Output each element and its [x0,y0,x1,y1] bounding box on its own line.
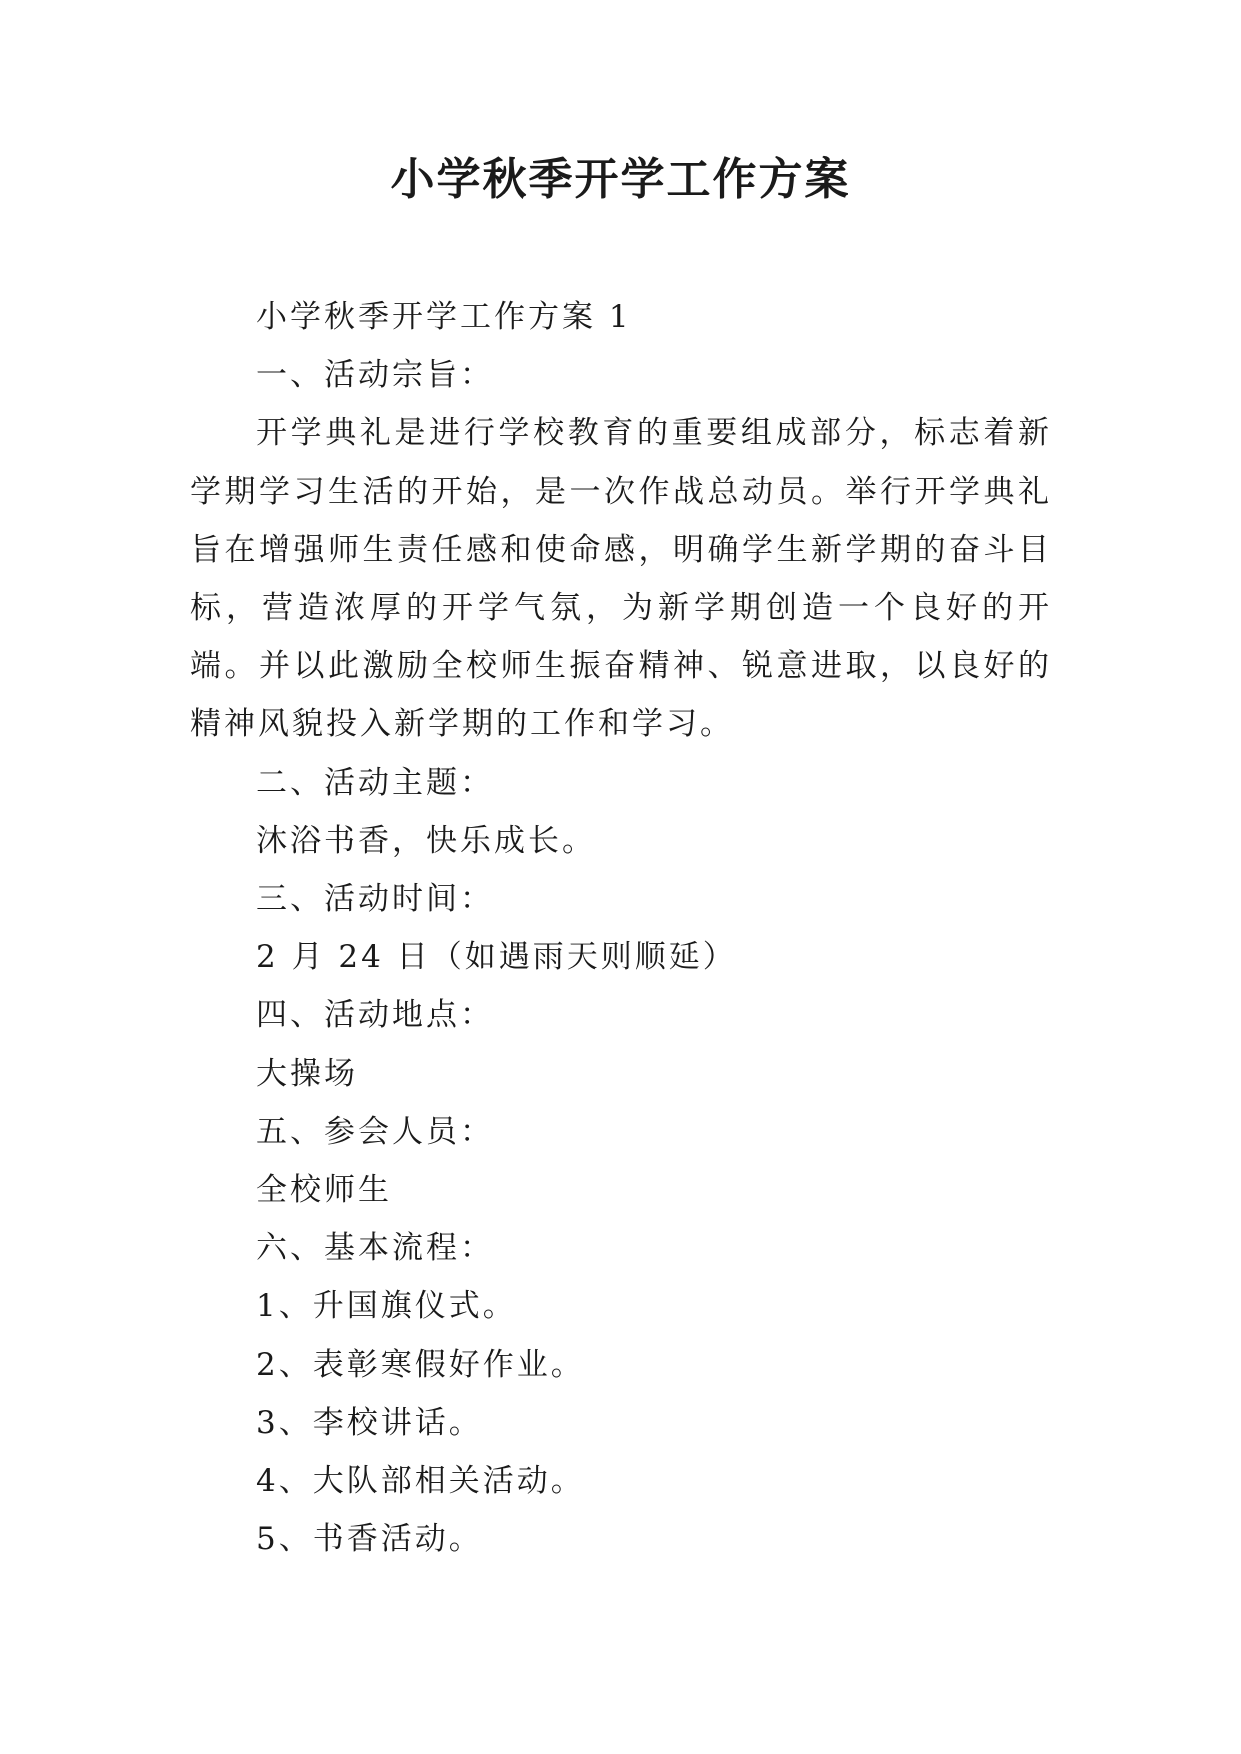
list-item: 5、书香活动。 [256,1521,483,1558]
section-heading: 二、活动主题： [256,764,494,801]
list-item: 3、李校讲话。 [256,1404,483,1441]
section-heading: 五、参会人员： [256,1113,494,1150]
section-heading: 四、活动地点： [256,997,494,1034]
section-heading: 六、基本流程： [256,1230,494,1267]
section-heading: 三、活动时间： [256,881,494,918]
section-heading: 一、活动宗旨： [256,357,494,394]
body-line: 全校师生 [256,1172,392,1209]
document-title: 小学秋季开学工作方案 [390,154,851,205]
section-heading: 小学秋季开学工作方案 1 [256,299,632,335]
list-item: 4、大队部相关活动。 [256,1463,585,1500]
list-item: 1、升国旗仪式。 [256,1288,517,1325]
body-line: 沐浴书香，快乐成长。 [256,822,596,859]
body-line: 大操场 [256,1055,358,1092]
list-item: 2、表彰寒假好作业。 [256,1346,585,1383]
body-line: 2 月 24 日（如遇雨天则顺延） [256,939,737,976]
document-body [190,288,1052,1568]
body-paragraph: 开学典礼是进行学校教育的重要组成部分，标志着新学期学习生活的开始，是一次作战总动员。举行开学典礼旨在增强师生责任感和使命感，明确学生新学期的奋斗目标，营造浓厚的开学气氛，为新学期创造一个良好的开端。并以此激励全校师生振奋精神、锐意进取，以良好的精神风貌投入新学期的工作和学习。 [190,415,1052,743]
